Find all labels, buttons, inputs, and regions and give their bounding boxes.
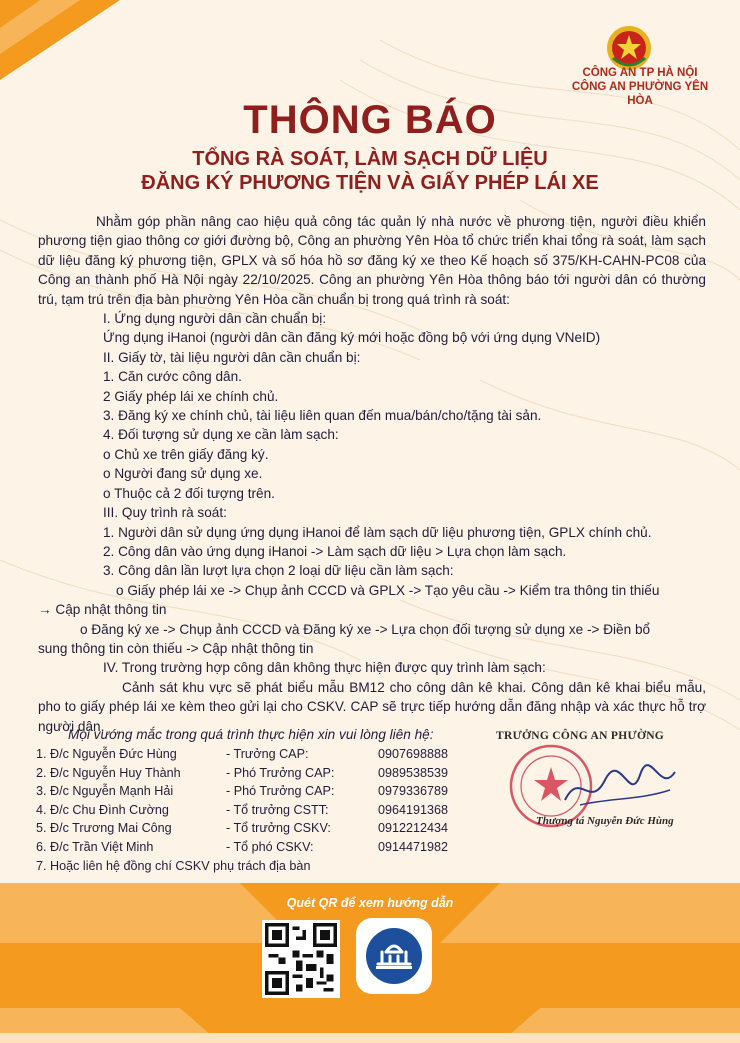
contact-row bbox=[36, 801, 488, 820]
intro-paragraph: Nhằm góp phần nâng cao hiệu quả công tác quản lý nhà nước về phương tiện, người điều khiển phương tiện giao thông cơ giới đường bộ, Công an phường Yên Hòa tổ chức triển khai tổng rà soát, làm sạch dữ liệu đăng ký phương tiện, GPLX và số hóa hồ sơ đăng ký xe theo Kế hoạch số 375/KH-CAHN-PC08 của Công an thành phố Hà Nội ngày 22/10/2025. Công an phường Yên Hòa thông báo tới người dân có thường trú, tạm trú trên địa bàn phường Yên Hòa cần chuẩn bị trong quá trình rà soát: bbox=[38, 214, 706, 307]
contact-name: 4. Đ/c Chu Đình Cường bbox=[36, 802, 169, 817]
signature-title: TRƯỞNG CÔNG AN PHƯỜNG bbox=[496, 730, 665, 742]
qr-code-icon[interactable] bbox=[262, 920, 340, 998]
section-2-subitem: o Thuộc cả 2 đối tượng trên. bbox=[103, 485, 275, 501]
section-3-item: 3. Công dân lần lượt lựa chọn 2 loại dữ liệu cần làm sạch: bbox=[103, 563, 454, 579]
section-4-text: Cảnh sát khu vực sẽ phát biểu mẫu BM12 cho công dân kê khai. Công dân kê khai biểu mẫu, pho to giấy phép lái xe kèm theo gửi lại cho CSKV. CAP sẽ trực tiếp hướng dẫn đăng nhập và xác thực hỗ trợ người dân. bbox=[38, 679, 706, 734]
contact-phone[interactable]: 0914471982 bbox=[378, 839, 449, 854]
section-3-option-1: o Giấy phép lái xe -> Chụp ảnh CCCD và GPLX -> Tạo yêu cầu -> Kiểm tra thông tin thiếu bbox=[116, 582, 660, 598]
signature-icon bbox=[560, 760, 680, 815]
contact-phone[interactable]: 0964191368 bbox=[378, 802, 449, 817]
contact-row bbox=[36, 782, 488, 801]
contact-phone[interactable]: 0979336789 bbox=[378, 784, 449, 799]
section-3-option-1-cont: → Cập nhật thông tin bbox=[38, 602, 167, 618]
section-3-heading: III. Quy trình rà soát: bbox=[103, 505, 227, 521]
contact-role: - Phó Trưởng CAP: bbox=[226, 784, 335, 799]
org-line-1: CÔNG AN TP HÀ NỘI bbox=[582, 67, 698, 79]
contact-role: - Tổ phó CSKV: bbox=[226, 839, 314, 854]
notice-body bbox=[38, 212, 706, 736]
contact-row bbox=[36, 745, 488, 764]
section-1-heading: I. Ứng dụng người dân cần chuẩn bị: bbox=[103, 311, 327, 327]
section-2-subitem: o Chủ xe trên giấy đăng ký. bbox=[103, 446, 269, 462]
subtitle-line-2: ĐĂNG KÝ PHƯƠNG TIỆN VÀ GIẤY PHÉP LÁI XE bbox=[141, 172, 599, 194]
section-3-option-2: o Đăng ký xe -> Chụp ảnh CCCD và Đăng ký xe -> Lựa chọn đối tượng sử dụng xe -> Điền bổ bbox=[80, 621, 651, 637]
section-3-option-2-cont: sung thông tin còn thiếu -> Cập nhật thông tin bbox=[38, 640, 314, 656]
contact-phone[interactable]: 0912212434 bbox=[378, 821, 449, 836]
contact-phone[interactable]: 0989538539 bbox=[378, 765, 449, 780]
signatory-name: Thượng tá Nguyễn Đức Hùng bbox=[536, 815, 674, 827]
contact-role: - Trưởng CAP: bbox=[226, 747, 309, 761]
section-2-subitem: o Người đang sử dụng xe. bbox=[103, 466, 263, 482]
contact-name: 6. Đ/c Trần Việt Minh bbox=[36, 839, 154, 854]
section-2-item: 2 Giấy phép lái xe chính chủ. bbox=[103, 388, 279, 404]
contact-row bbox=[36, 764, 488, 783]
ihanoi-app-icon[interactable] bbox=[356, 918, 432, 994]
contact-row-last: 7. Hoặc liên hệ đồng chí CSKV phụ trách địa bàn bbox=[36, 858, 311, 873]
qr-instruction: Quét QR để xem hướng dẫn bbox=[286, 896, 454, 910]
contact-name: 3. Đ/c Nguyễn Mạnh Hải bbox=[36, 784, 174, 799]
section-2-item: 3. Đăng ký xe chính chủ, tài liệu liên quan đến mua/bán/cho/tặng tài sản. bbox=[103, 408, 542, 424]
contact-role: - Tổ trưởng CSTT: bbox=[226, 802, 329, 817]
contact-role: - Phó Trưởng CAP: bbox=[226, 765, 335, 780]
contact-row bbox=[36, 819, 488, 838]
page-title: THÔNG BÁO bbox=[243, 98, 497, 142]
section-3-item: 1. Người dân sử dụng ứng dụng iHanoi để làm sạch dữ liệu phương tiện, GPLX chính chủ. bbox=[103, 524, 652, 540]
contact-role: - Tổ trưởng CSKV: bbox=[226, 821, 331, 836]
contact-row bbox=[36, 838, 488, 857]
section-3-item: 2. Công dân vào ứng dụng iHanoi -> Làm sạch dữ liệu > Lựa chọn làm sạch. bbox=[103, 543, 567, 559]
contact-list bbox=[36, 745, 488, 875]
subtitle-line-1: TỔNG RÀ SOÁT, LÀM SẠCH DỮ LIỆU bbox=[192, 148, 548, 170]
section-1-item: Ứng dụng iHanoi (người dân cần đăng ký mới hoặc đồng bộ với ứng dụng VNeID) bbox=[103, 330, 601, 346]
section-4-heading: IV. Trong trường hợp công dân không thực hiện được quy trình làm sạch: bbox=[103, 660, 546, 676]
contact-heading: Mọi vướng mắc trong quá trình thực hiện xin vui lòng liên hệ: bbox=[68, 727, 434, 742]
contact-name: 1. Đ/c Nguyễn Đức Hùng bbox=[36, 747, 177, 761]
police-emblem-icon bbox=[605, 24, 653, 72]
contact-phone[interactable]: 0907698888 bbox=[378, 747, 449, 761]
section-2-item: 1. Căn cước công dân. bbox=[103, 369, 242, 385]
org-line-2: CÔNG AN PHƯỜNG YÊN HÒA bbox=[571, 81, 709, 107]
contact-name: 2. Đ/c Nguyễn Huy Thành bbox=[36, 765, 181, 780]
contact-name: 5. Đ/c Trương Mai Công bbox=[36, 821, 172, 836]
section-2-item: 4. Đối tượng sử dụng xe cần làm sạch: bbox=[103, 427, 339, 443]
section-2-heading: II. Giấy tờ, tài liệu người dân cần chuẩn bị: bbox=[103, 349, 361, 365]
